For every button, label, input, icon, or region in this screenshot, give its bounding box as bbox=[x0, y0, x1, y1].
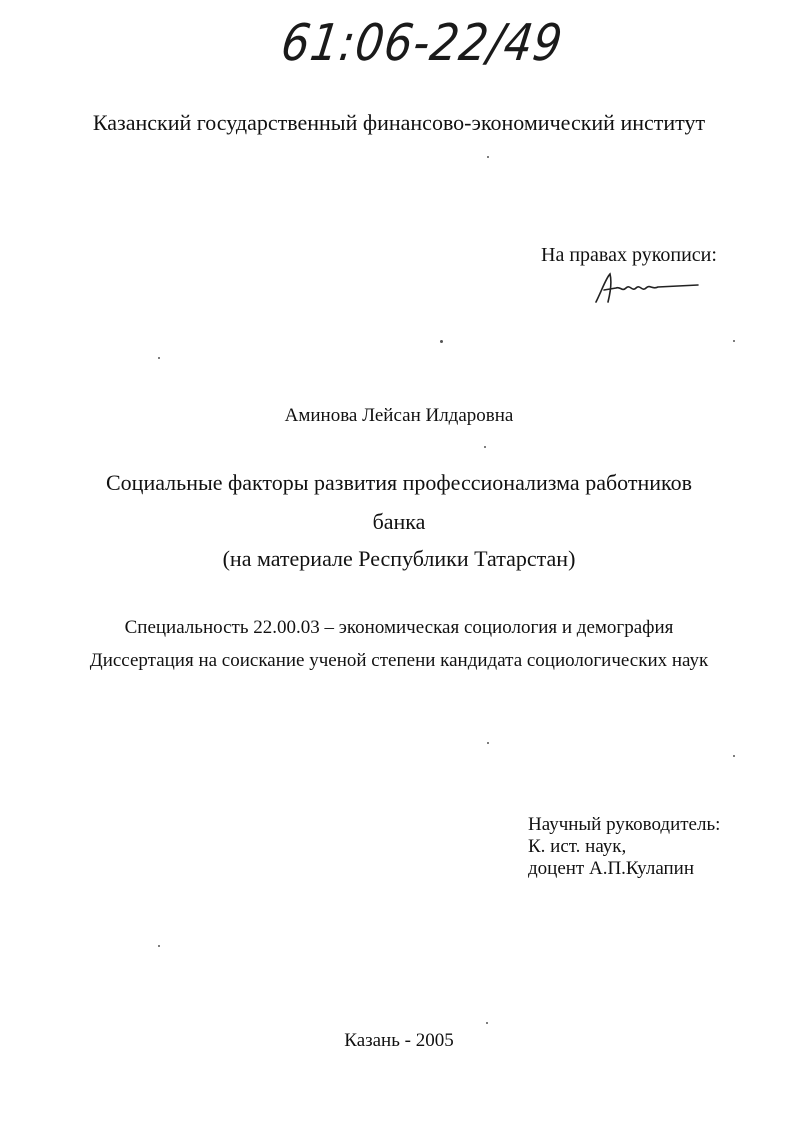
scan-speck bbox=[440, 340, 443, 343]
supervisor-degree: К. ист. наук, bbox=[528, 836, 627, 857]
manuscript-rights-label: На правах рукописи: bbox=[541, 244, 717, 266]
author-name: Аминова Лейсан Илдаровна bbox=[284, 405, 514, 426]
supervisor-label: Научный руководитель: bbox=[528, 814, 721, 835]
scan-speck bbox=[733, 340, 735, 342]
city-year: Казань - 2005 bbox=[344, 1030, 454, 1051]
archive-number-handwritten: 61:06-22/49 bbox=[277, 14, 567, 73]
signature-image bbox=[592, 270, 702, 306]
scan-speck bbox=[486, 1022, 488, 1024]
degree-line: Диссертация на соискание ученой степени кандидата социологических наук bbox=[89, 650, 709, 671]
scan-speck bbox=[158, 357, 160, 359]
scan-speck bbox=[487, 742, 489, 744]
dissertation-title-line-1: Социальные факторы развития профессионализма работников bbox=[106, 470, 692, 495]
institute-name: Казанский государственный финансово-экономический институт bbox=[92, 110, 706, 135]
dissertation-title-line-3: (на материале Республики Татарстан) bbox=[222, 546, 576, 571]
supervisor-name: доцент А.П.Кулапин bbox=[528, 858, 695, 879]
scan-speck bbox=[484, 446, 486, 448]
dissertation-title-line-2: банка bbox=[372, 509, 426, 534]
scan-speck bbox=[487, 156, 489, 158]
scan-speck bbox=[733, 755, 735, 757]
specialty-line: Специальность 22.00.03 – экономическая социология и демография bbox=[124, 617, 674, 638]
scan-speck bbox=[158, 945, 160, 947]
